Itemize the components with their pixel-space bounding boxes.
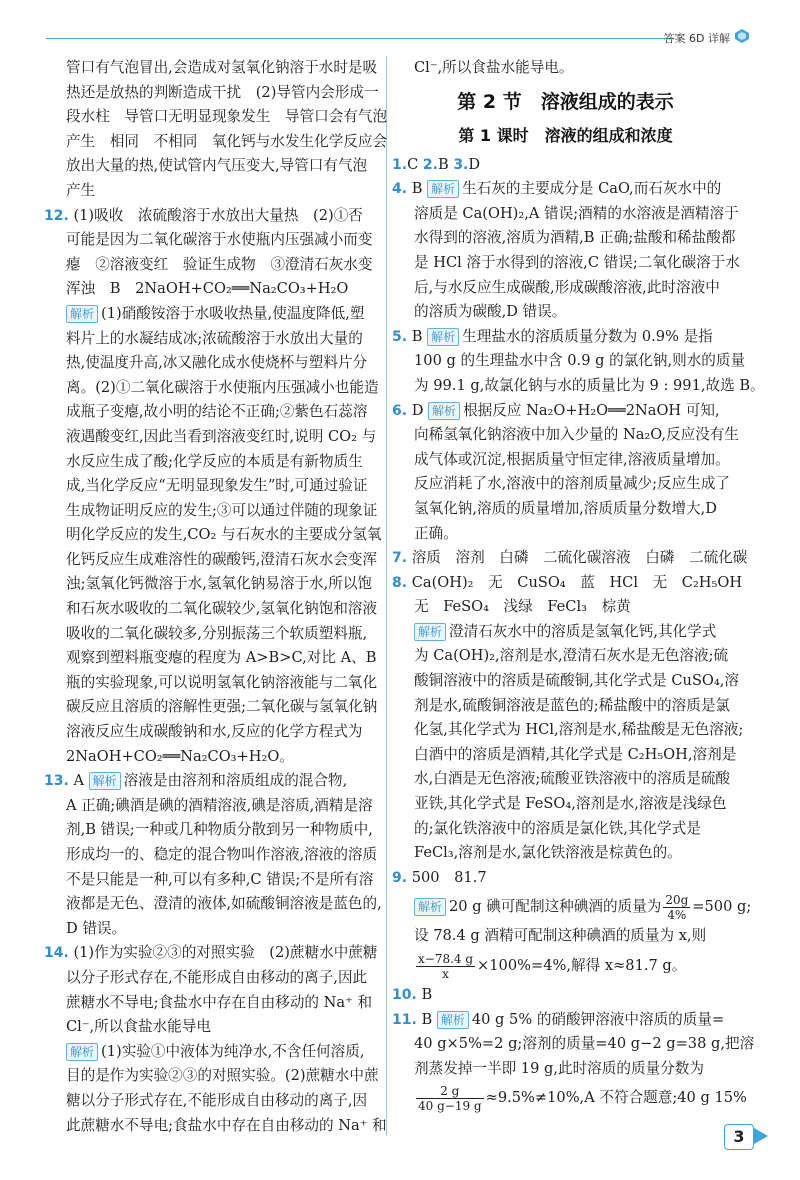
text-line: 明化学反应的发生,CO₂ 与石灰水的主要成分氢氧: [66, 526, 382, 544]
page-corner-icon: [754, 1128, 768, 1144]
text-line: 产生 相同 不相同 氧化钙与水发生化学反应会: [66, 132, 388, 150]
question-11: [392, 1008, 755, 1116]
question-6: [392, 399, 739, 547]
text-line: 14. (1)作为实验②③的对照实验 (2)蔗糖水中蔗糖: [44, 944, 378, 962]
text-line: 糖以分子形式存在,不能形成自由移动的离子,因: [66, 1091, 368, 1109]
text-line: 解析 澄清石灰水中的溶质是氢氧化钙,其化学式: [414, 620, 739, 645]
book-badge-icon: [734, 28, 750, 44]
text-line: 水得到的溶液,溶质为酒精,B 正确;盐酸和稀盐酸都: [414, 229, 736, 247]
question-number: 12.: [44, 207, 69, 224]
text-line: 4. B 解析 生石灰的主要成分是 CaO,而石灰水中的: [392, 180, 722, 198]
text-line: 浊;氢氧化钙微溶于水,氢氧化钠易溶于水,所以饱: [66, 575, 373, 593]
question-number: 14.: [44, 945, 69, 962]
text-line: 水,白酒是无色溶液;硫酸亚铁溶液中的溶质是硫酸: [414, 770, 731, 788]
question-13: [44, 769, 382, 941]
text-line: 溶质是 Ca(OH)₂,A 错误;酒精的水溶液是酒精溶于: [414, 204, 739, 222]
text-line: 产生: [66, 181, 96, 199]
text-line: 12. (1)吸收 浓硫酸溶于水放出大量热 (2)①否: [44, 206, 363, 224]
question-number: 10.: [392, 987, 417, 1003]
text-line: 6. D 解析 根据反应 Na₂O+H₂O══2NaOH 可知,: [392, 401, 720, 419]
text-line: 反应消耗了水,溶液中的溶剂质量减少;反应生成了: [414, 475, 731, 493]
right-column: [392, 56, 765, 1115]
analysis-tag: 解析: [66, 1043, 98, 1061]
question-number: 7.: [392, 550, 408, 567]
question-14: [44, 941, 387, 1138]
text-line: 目的是作为实验②③的对照实验。(2)蔗糖水中蔗: [66, 1067, 379, 1085]
text-line: 氢氧化钠,溶质的质量增加,溶质质量分数增大,D: [414, 499, 717, 517]
text-line: 瘪 ②溶液变红 验证生成物 ③澄清石灰水变: [66, 255, 373, 273]
analysis-tag: 解析: [427, 328, 459, 346]
text-line: 成气体或沉淀,根据质量守恒定律,溶液质量增加。: [414, 450, 730, 468]
left-column: [44, 56, 388, 1138]
text-line: $\frac{2 g}{40 g-19 g}$ ≈9.5%≠10%,A 不符合题意;40 g 15%: [418, 1083, 747, 1113]
text-line: 液遇酸变红,因此当看到溶液变红时,说明 CO₂ 与: [66, 427, 377, 445]
text-line: 的溶质为碳酸,D 错误。: [414, 303, 567, 321]
analysis-tag: 解析: [66, 305, 98, 323]
question-8: [392, 571, 744, 866]
text-line: 40 g×5%=2 g;溶剂的质量=40 g−2 g=38 g,把溶: [414, 1035, 755, 1053]
analysis-tag: 解析: [414, 898, 446, 916]
text-line: 管口有气泡冒出,会造成对氢氧化钠溶于水时是吸: [66, 59, 378, 76]
text-line: 为 Ca(OH)₂,溶剂是水,澄清石灰水是无色溶液;硫: [414, 647, 729, 665]
text-line: 和石灰水吸收的二氧化碳较少,氢氧化钠饱和溶液: [66, 600, 378, 618]
text-line: 生成物证明反应的发生;③可以通过伴随的现象证: [66, 501, 378, 519]
text-line: 化氢,其化学式为 HCl,溶剂是水,稀盐酸是无色溶液;: [414, 721, 744, 739]
question-12: [44, 204, 382, 770]
text-line: 料片上的水凝结成冰;浓硫酸溶于水放出大量的: [66, 329, 363, 347]
text-line: 设 78.4 g 酒精可配制这种碘酒的质量为 x,则: [414, 927, 707, 945]
question-number: 13.: [44, 773, 69, 790]
text-line: 剂,B 错误;一种或几种物质分散到另一种物质中,: [66, 821, 373, 839]
text-line: 8. Ca(OH)₂ 无 CuSO₄ 蓝 HCl 无 C₂H₅OH: [392, 573, 743, 591]
text-line: 水反应生成了酸;化学反应的本质是有新物质生: [66, 452, 363, 470]
text-line: 成瓶子变瘪,故小明的结论不正确;②紫色石蕊溶: [66, 403, 368, 421]
text-line: 亚铁,其化学式是 FeSO₄,溶剂是水,溶液是浅绿色: [414, 795, 727, 813]
question-7: 7. 溶质 溶剂 白磷 二硫化碳溶液 白磷 二硫化碳: [392, 549, 748, 567]
text-line: 此蔗糖水不导电;食盐水中存在自由移动的 Na⁺ 和: [66, 1116, 387, 1134]
text-line: Cl⁻,所以食盐水能导电。: [414, 59, 574, 76]
text-line: 可能是因为二氧化碳溶于水使瓶内压强减小而变: [66, 231, 373, 249]
question-number: 8.: [392, 574, 408, 591]
question-number: 11.: [392, 1011, 417, 1028]
question-number: 6.: [392, 402, 408, 419]
text-line: A 正确;碘酒是碘的酒精溶液,碘是溶质,酒精是溶: [66, 796, 373, 814]
text-line: 溶液反应生成碳酸钠和水,反应的化学方程式为: [66, 723, 363, 741]
text-line: 酸铜溶液中的溶质是硫酸铜,其化学式是 CuSO₄,溶: [414, 672, 739, 690]
question-number: 1.: [392, 156, 408, 173]
text-line: 剂蒸发掉一半即 19 g,此时溶质的质量分数为: [414, 1059, 704, 1077]
text-line: 离。(2)①二氧化碳溶于水使瓶内压强减小也能造: [66, 378, 379, 396]
question-number: 3.: [453, 156, 469, 173]
text-line: 吸收的二氧化碳较多,分别振荡三个软质塑料瓶,: [66, 624, 368, 642]
text-line: 解析 (1)硝酸铵溶于水吸收热量,使温度降低,塑: [66, 302, 379, 327]
text-line: 形成均一的、稳定的混合物叫作溶液,溶液的溶质: [66, 846, 378, 863]
question-10: 10. B: [392, 986, 433, 1003]
lesson-title: 第 1 课时 溶液的组成和浓度: [458, 125, 673, 145]
analysis-tag: 解析: [414, 623, 446, 641]
header-label: 答案 6D 详解: [663, 32, 730, 45]
text-line: 11. B 解析 40 g 5% 的硝酸钾溶液中溶质的质量=: [392, 1010, 725, 1028]
text-line: 白酒中的溶质是酒精,其化学式是 C₂H₅OH,溶剂是: [414, 745, 737, 763]
fraction: $\frac{2 g}{40 g-19 g}$: [418, 1083, 482, 1113]
text-line: 向稀氢氧化钠溶液中加入少量的 Na₂O,反应没有生: [414, 426, 739, 444]
text-line: 5. B 解析 生理盐水的溶质质量分数为 0.9% 是指: [392, 327, 713, 345]
fraction: $\frac{20g}{4\%}$: [665, 892, 689, 922]
question-4: [392, 177, 739, 325]
analysis-tag: 解析: [89, 772, 121, 790]
text-line: D 错误。: [66, 919, 127, 937]
text-line: 不是只能是一种,可以有多种,C 错误;不是所有溶: [66, 870, 374, 888]
question-9: [392, 866, 752, 983]
text-line: 2NaOH+CO₂══Na₂CO₃+H₂O。: [66, 747, 294, 765]
q11-continued: [44, 56, 388, 204]
text-line: 的;氯化铁溶液中的溶质是氯化铁,其化学式是: [414, 819, 701, 837]
text-line: $\frac{x-78.4 g}{x}$ ×100%=4%,解得 x≈81.7 g。: [418, 951, 687, 981]
text-line: 100 g 的生理盐水中含 0.9 g 的氯化钠,则水的质量: [414, 352, 746, 370]
text-line: 解析 20 g 碘可配制这种碘酒的质量为 $\frac{20g}{4\%}$ =500 g;: [414, 890, 739, 924]
question-5: [392, 325, 765, 399]
question-number: 5.: [392, 328, 408, 345]
text-line: 观察到塑料瓶变瘪的程度为 A>B>C,对比 A、B: [66, 649, 377, 667]
text-line: 浑浊 B 2NaOH+CO₂══Na₂CO₃+H₂O: [66, 280, 349, 298]
text-line: 热,使温度升高,冰又融化成水使烧杯与塑料片分: [66, 354, 368, 372]
text-line: 剂是水,硫酸铜溶液是蓝色的;稀盐酸中的溶质是氯: [414, 696, 731, 714]
text-line: Cl⁻,所以食盐水能导电: [66, 1018, 211, 1036]
text-line: 正确。: [414, 524, 458, 542]
analysis-tag: 解析: [428, 402, 460, 420]
text-line: 无 FeSO₄ 浅绿 FeCl₃ 棕黄: [414, 598, 631, 616]
text-line: 液都是无色、澄清的液体,如硫酸铜溶液是蓝色的,: [66, 895, 382, 913]
question-number: 2.: [422, 156, 438, 173]
column-divider: [386, 56, 387, 1136]
text-line: 成,当化学反应“无明显现象发生”时,可通过验证: [66, 477, 368, 495]
question-number: 9.: [392, 869, 408, 886]
text-line: 解析 (1)实验①中液体为纯净水,不含任何溶质,: [66, 1040, 379, 1065]
text-line: 后,与水反应生成碳酸,形成碳酸溶液,此时溶液中: [414, 278, 720, 296]
analysis-tag: 解析: [437, 1011, 469, 1029]
questions-1-3: 1.C 2.B 3.D: [392, 155, 481, 173]
text-line: 是 HCl 溶于水得到的溶液,C 错误;二氧化碳溶于水: [414, 253, 740, 271]
text-line: FeCl₃,溶剂是水,氯化铁溶液是棕黄色的。: [414, 844, 682, 862]
text-line: 为 99.1 g,故氯化钠与水的质量比为 9 : 991,故选 B。: [414, 376, 765, 394]
fraction: $\frac{x-78.4 g}{x}$: [418, 951, 474, 981]
text-line: 13. A 解析 溶液是由溶剂和溶质组成的混合物,: [44, 772, 348, 790]
text-line: 化钙反应生成难溶性的碳酸钙,澄清石灰水会变浑: [66, 550, 378, 568]
text-line: 碳反应且溶质的溶解性更强;二氧化碳与氢氧化钠: [66, 698, 378, 716]
text-line: 段水柱 导管口无明显现象发生 导管口会有气泡: [66, 108, 388, 126]
text-line: 瓶的实验现象,可以说明氢氧化钠溶液能与二氧化: [66, 673, 378, 691]
text-line: 以分子形式存在,不能形成自由移动的离子,因此: [66, 968, 368, 986]
header-rule: [46, 38, 674, 39]
page-number: 3: [724, 1124, 754, 1150]
analysis-tag: 解析: [427, 180, 459, 198]
text-line: 放出大量的热,使试管内气压变大,导管口有气泡: [66, 157, 368, 175]
text-line: 蔗糖水不导电;食盐水中存在自由移动的 Na⁺ 和: [66, 993, 373, 1011]
section-title: 第 2 节 溶液组成的表示: [457, 90, 674, 113]
text-line: 9. 500 81.7: [392, 868, 487, 886]
question-number: 4.: [392, 181, 408, 198]
text-line: 热还是放热的判断造成干扰 (2)导管内会形成一: [66, 83, 379, 101]
